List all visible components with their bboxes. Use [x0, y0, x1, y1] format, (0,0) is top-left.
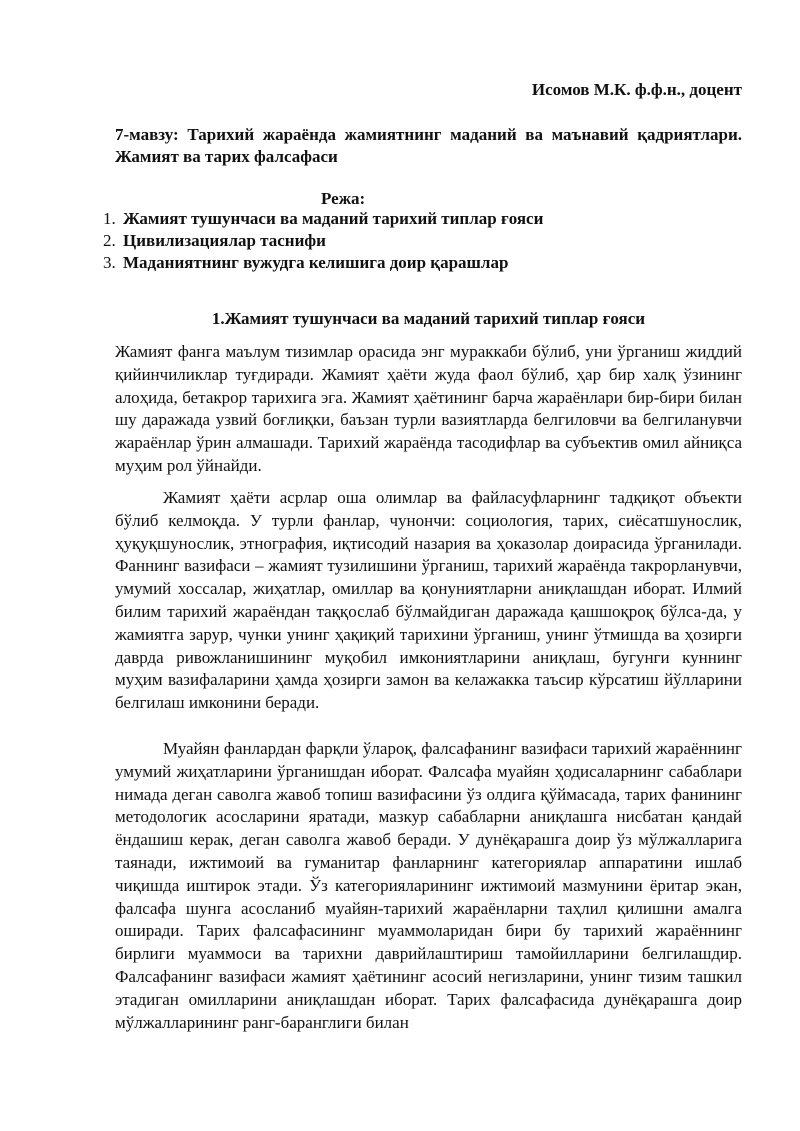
author-line: Исомов М.К. ф.ф.н., доцент [531, 80, 742, 99]
plan-list [103, 208, 543, 274]
plan-item-text: Жамият тушунчаси ва маданий тарихий типлар ғояси [123, 209, 544, 228]
plan-item-text: Цивилизациялар таснифи [123, 231, 326, 250]
plan-heading: Режа: [321, 189, 366, 208]
body-paragraph: Муайян фанлардан фарқли ўлароқ, фалсафанинг вазифаси тарихий жараённинг умумий жиҳатларини ўрганишдан иборат. Фалсафа муайян ҳодисаларнинг сабаблари нимада деган саволга жавоб топиш вазифасини ўз олдига қўймасада, тарих фанининг методологик асосларини яратади, мазкур сабабларни аниқлашга нисбатан қандай ёндашиш керак, деган саволга жавоб беради. У дунёқарашга доир ўз мўлжалларига таянади, ижтимоий ва гуманитар фанларнинг категориялар аппаратини ишлаб чиқишда иштирок этади. Ўз категорияларининг ижтимоий мазмунини ёритар экан, фалсафа шунга асосланиб муайян-тарихий жараёнларни таҳлил қилишни амалга оширади. Тарих фалсафасининг муаммоларидан бири бу тарихий жараённинг бирлиги муаммоси ва тарихни даврийлаштириш тамойилларини белгилашдир. Фалсафанинг вазифаси жамият ҳаётининг асосий негизларини, унинг тизим ташкил этадиган омилларини аниқлашдан иборат. Тарих фалсафасида дунёқарашга доир мўлжалларининг ранг-баранглиги билан [115, 739, 742, 1032]
topic-title: 7-мавзу: Тарихий жараёнда жамиятнинг маданий ва маънавий қадриятлари. Жамият ва тарих фалсафаси [115, 125, 742, 166]
plan-item [103, 252, 543, 274]
body-paragraph: Жамият фанга маълум тизимлар орасида энг мураккаби бўлиб, уни ўрганиш жиддий қийинчиликлар туғдиради. Жамият ҳаёти жуда фаол бўлиб, ҳар бир халқ ўзининг алоҳида, бетакрор тарихига эга. Жамият ҳаётининг барча жараёнлари бир-бири билан шу даражада узвий боғлиқки, баъзан турли вазиятларда белгиловчи ва белгиланувчи жараёнлар ўрин алмашади. Тарихий жараёнда тасодифлар ва субъектив омил айниқса муҳим рол ўйнайди. [115, 342, 742, 475]
section-heading: 1.Жамият тушунчаси ва маданий тарихий типлар ғояси [211, 309, 646, 328]
body-paragraph: Жамият ҳаёти асрлар оша олимлар ва файласуфларнинг тадқиқот объекти бўлиб келмоқда. У турли фанлар, чунончи: социология, тарих, сиёсатшунослик, ҳуқуқшунослик, этнография, иқтисодий назария ва ҳоказолар доирасида ўрганилади. Фаннинг вазифаси – жамият тузилишини ўрганиш, тарихий жараёнда такрорланувчи, умумий хоссалар, жиҳатлар, омиллар ва қонуниятларни аниқлашдан иборат. Илмий билим тарихий жараёндан таққослаб бўлмайдиган даражада қашшоқроқ бўлса-да, у жамиятга зарур, чунки унинг ҳақиқий тарихини ўрганиш, унинг ўтмишда ва ҳозирги даврда ривожланишининг муқобил имкониятларини аниқлаш, бугунги куннинг муҳим вазифаларини ҳамда ҳозирги замон ва келажакка таъсир кўрсатиш йўлларини белгилаш имконини беради. [115, 488, 742, 713]
plan-item [103, 230, 543, 252]
plan-item-number: 3. [103, 253, 116, 272]
plan-item-number: 1. [103, 209, 116, 228]
plan-item [103, 208, 543, 230]
plan-item-text: Маданиятнинг вужудга келишига доир қарашлар [123, 253, 509, 272]
plan-item-number: 2. [103, 231, 116, 250]
